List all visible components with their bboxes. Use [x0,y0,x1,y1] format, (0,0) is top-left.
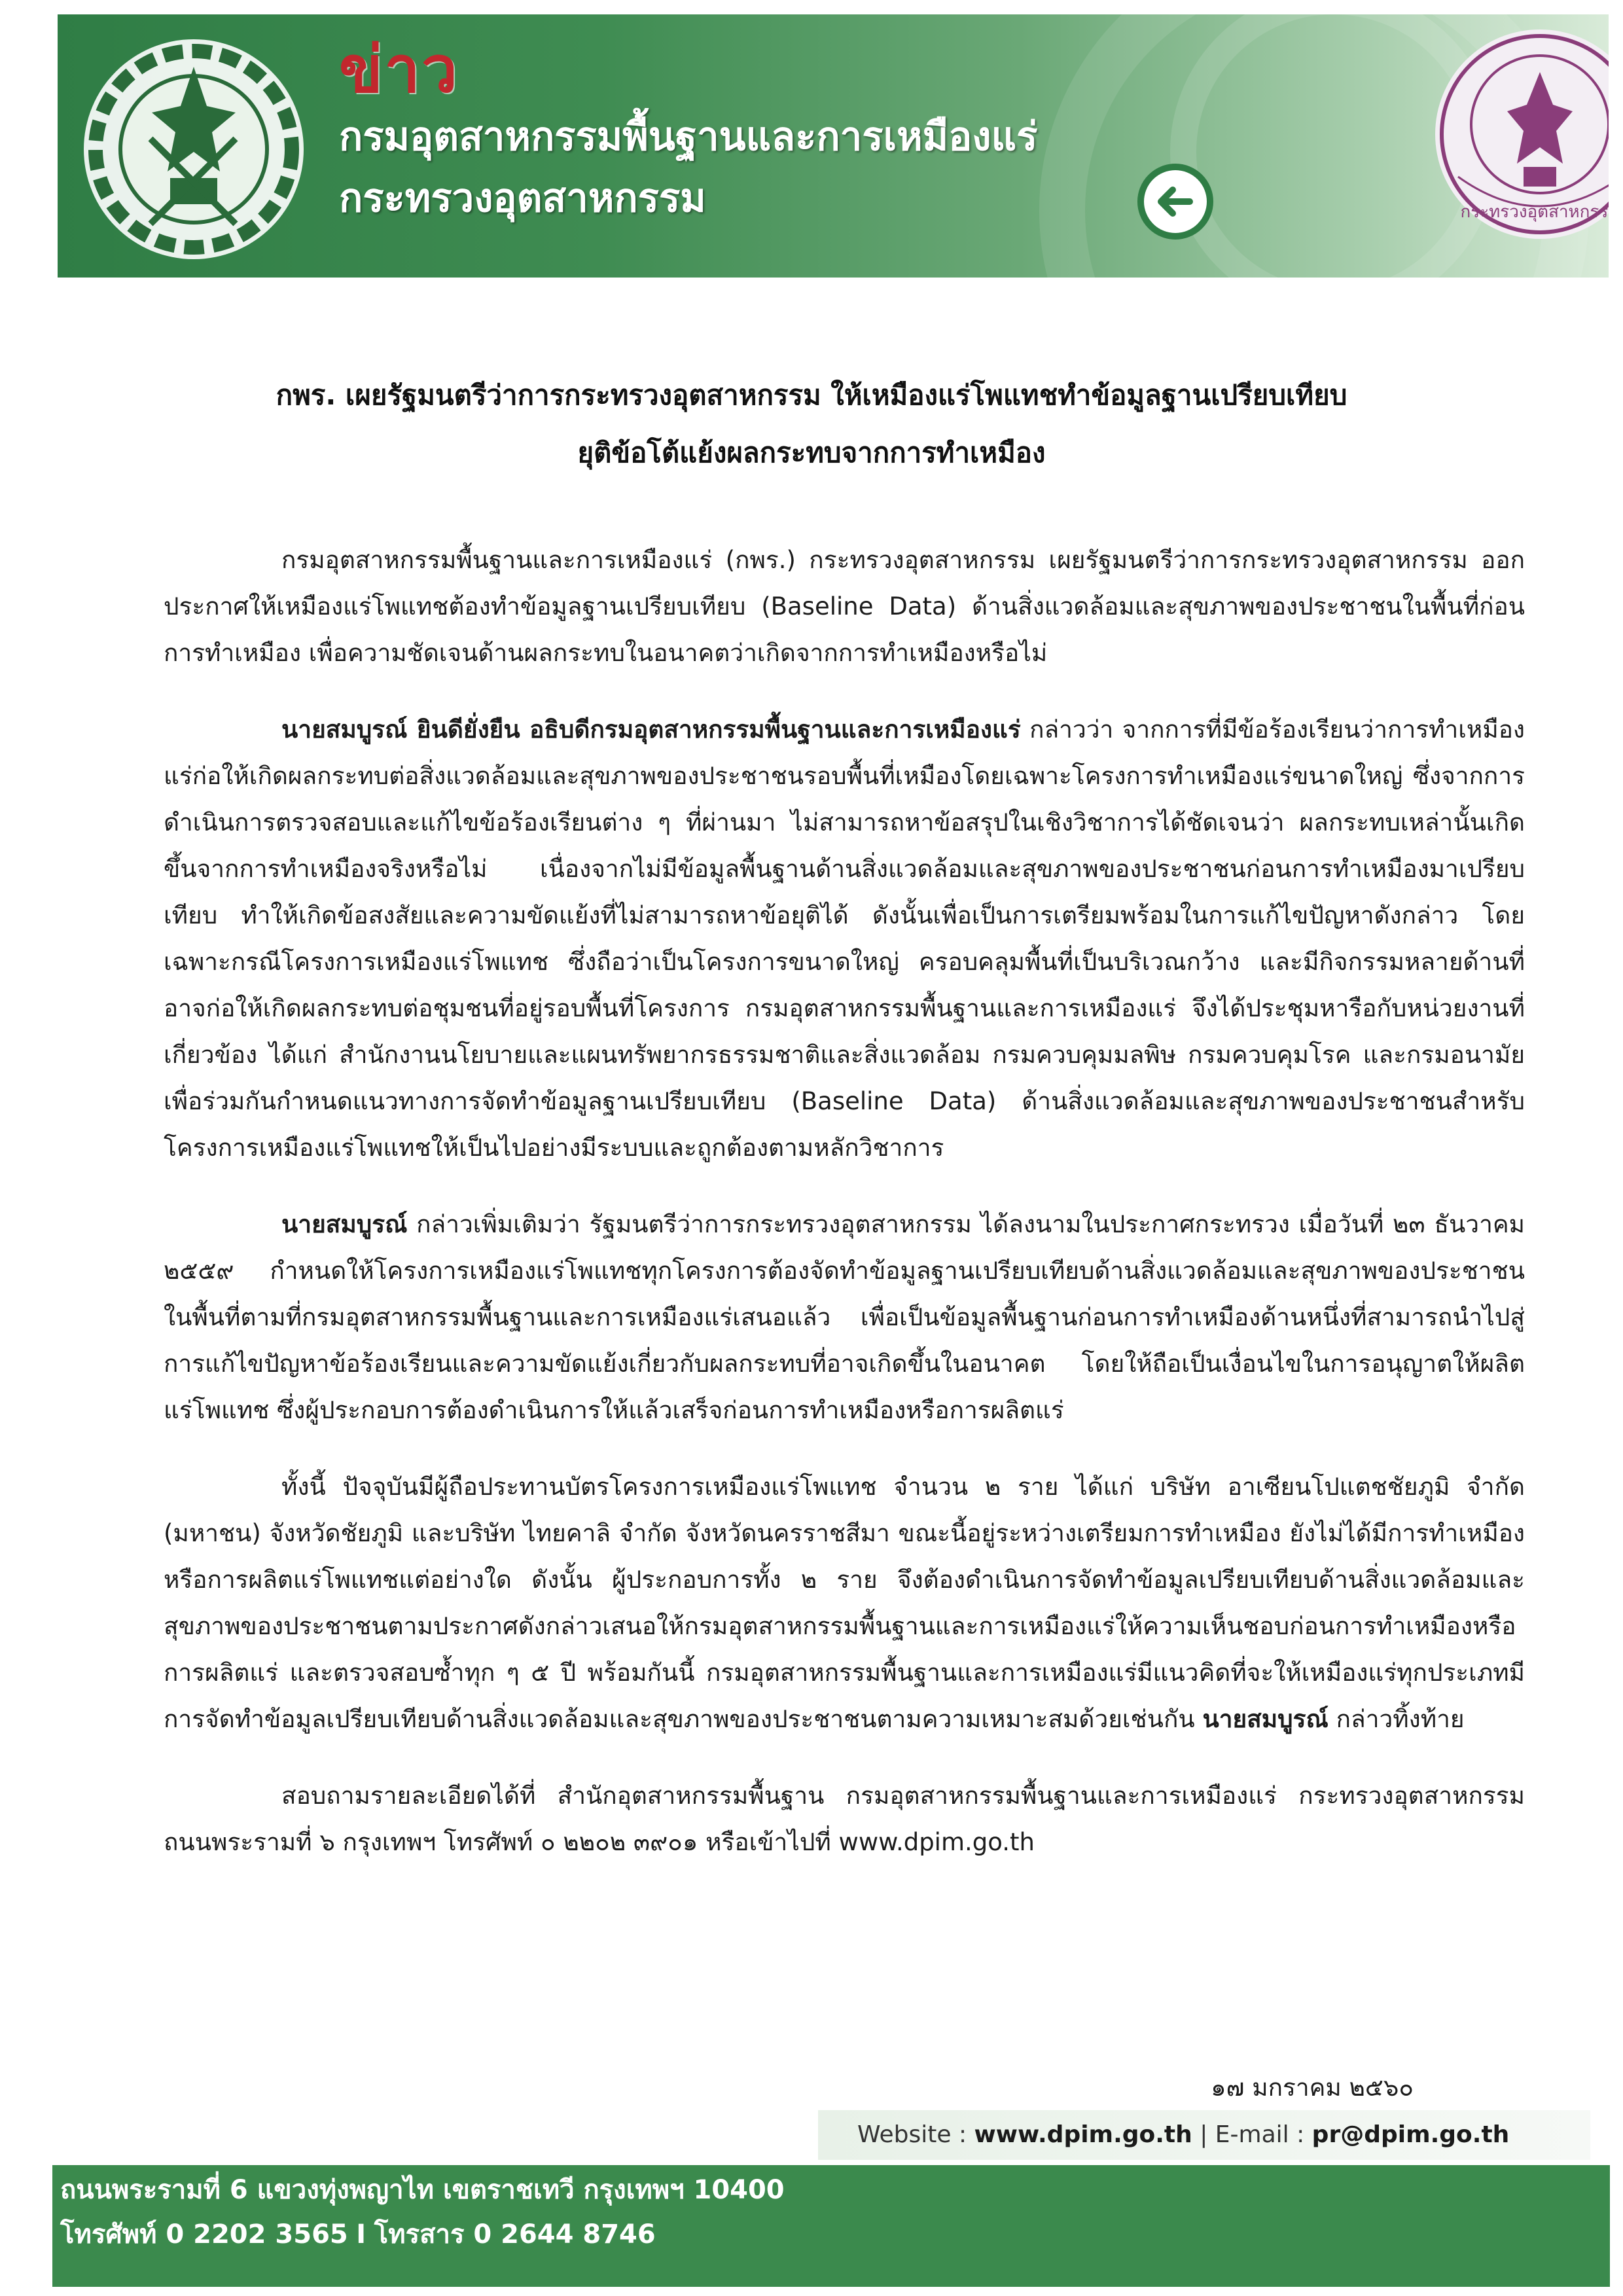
ministry-seal-text: กระทรวงอุตสาหกรรม [1460,202,1620,222]
headline-line-2: ยุติข้อโต้แย้งผลกระทบจากการทำเหมือง [577,437,1046,469]
email-link[interactable]: pr@dpim.go.th [1311,2121,1510,2148]
news-label: ข่าว [339,33,459,107]
speaker-name-closing: นายสมบูรณ์ [1202,1705,1329,1733]
back-arrow-icon[interactable] [1137,164,1213,240]
footer-contact-strip [818,2110,1590,2160]
department-name: กรมอุตสาหกรรมพื้นฐานและการเหมืองแร่ [339,114,1038,160]
paragraph-contact: สอบถามรายละเอียดได้ที่ สำนักอุตสาหกรรมพื้นฐาน กรมอุตสาหกรรมพื้นฐานและการเหมืองแร่ กระทรวงอุตสาหกรรม ถนนพระรามที่ ๖ กรุงเทพฯ โทรศัพท์ ๐ ๒๒๐๒ ๓๙๐๑ หรือเข้าไปที่ www.dpim.go.th [164,1782,1525,1856]
email-label: | E-mail : [1192,2121,1312,2148]
footer-fax: โทรสาร 0 2644 8746 [374,2219,656,2250]
paragraph-licensees-end: กล่าวทิ้งท้าย [1328,1705,1465,1733]
paragraph-announcement [164,1201,1525,1433]
speaker-name-title: นายสมบูรณ์ ยินดียั่งยืน อธิบดีกรมอุตสาหกรรมพื้นฐานและการเหมืองแร่ [281,715,1021,744]
paragraph-announcement-text: กล่าวเพิ่มเติมว่า รัฐมนตรีว่าการกระทรวงอุตสาหกรรม ได้ลงนามในประกาศกระทรวง เมื่อวันที่ ๒๓ ธันวาคม ๒๕๕๙ กำหนดให้โครงการเหมืองแร่โพแทชทุกโครงการต้องจัดทำข้อมูลฐานเปรียบเทียบด้านสิ่งแวดล้อมและสุขภาพของประชาชนในพื้นที่ตามที่กรมอุตสาหกรรมพื้นฐานและการเหมืองแร่เสนอแล้ว เพื่อเป็นข้อมูลพื้นฐานก่อนการทำเหมืองด้านหนึ่งที่สามารถนำไปสู่การแก้ไขปัญหาข้อร้องเรียนและความขัดแย้งเกี่ยวกับผลกระทบที่อาจเกิดขึ้นในอนาคต โดยให้ถือเป็นเงื่อนไขในการอนุญาตให้ผลิตแร่โพแทช ซึ่งผู้ประกอบการต้องดำเนินการให้แล้วเสร็จก่อนการทำเหมืองหรือการผลิตแร่ [164,1210,1525,1424]
footer-phone-line [60,2212,785,2257]
release-date: ๑๗ มกราคม ๒๕๖๐ [1211,2073,1414,2102]
footer-separator: I [356,2219,366,2250]
paragraph-intro: กรมอุตสาหกรรมพื้นฐานและการเหมืองแร่ (กพร.) กระทรวงอุตสาหกรรม เผยรัฐมนตรีว่าการกระทรวงอุตสาหกรรม ออกประกาศให้เหมืองแร่โพแทชต้องทำข้อมูลฐานเปรียบเทียบ (Baseline Data) ด้านสิ่งแวดล้อมและสุขภาพของประชาชนในพื้นที่ก่อนการทำเหมือง เพื่อความชัดเจนด้านผลกระทบในอนาคตว่าเกิดจากการทำเหมืองหรือไม่ [164,546,1525,667]
website-link[interactable]: www.dpim.go.th [974,2121,1192,2148]
paragraph-licensees-text: ทั้งนี้ ปัจจุบันมีผู้ถือประทานบัตรโครงการเหมืองแร่โพแทช จำนวน ๒ ราย ได้แก่ บริษัท อาเซียนโปแตชชัยภูมิ จำกัด (มหาชน) จังหวัดชัยภูมิ และบริษัท ไทยคาลิ จำกัด จังหวัดนครราชสีมา ขณะนี้อยู่ระหว่างเตรียมการทำเหมือง ยังไม่ได้มีการทำเหมืองหรือการผลิตแร่โพแทชแต่อย่างใด ดังนั้น ผู้ประกอบการทั้ง ๒ ราย จึงต้องดำเนินการจัดทำข้อมูลเปรียบเทียบด้านสิ่งแวดล้อมและสุขภาพของประชาชนตามประกาศดังกล่าวเสนอให้กรมอุตสาหกรรมพื้นฐานและการเหมืองแร่ให้ความเห็นชอบก่อนการทำเหมืองหรือการผลิตแร่ และตรวจสอบซ้ำทุก ๆ ๕ ปี พร้อมกันนี้ กรมอุตสาหกรรมพื้นฐานและการเหมืองแร่มีแนวคิดที่จะให้เหมืองแร่ทุกประเภทมีการจัดทำข้อมูลเปรียบเทียบด้านสิ่งแวดล้อมและสุขภาพของประชาชนตามความเหมาะสมด้วยเช่นกัน [164,1473,1525,1733]
footer-phone: โทรศัพท์ 0 2202 3565 [60,2219,348,2250]
headline [105,367,1518,482]
footer-address-block [60,2168,785,2257]
banner-title-block [339,34,1037,229]
paragraph-statement [164,706,1525,1171]
ministry-name: กระทรวงอุตสาหกรรม [339,175,706,221]
website-label: Website : [857,2121,974,2148]
ministry-seal-icon [1432,26,1620,242]
speaker-name: นายสมบูรณ์ [281,1210,408,1238]
paragraph-statement-text: กล่าวว่า จากการที่มีข้อร้องเรียนว่าการทำเหมืองแร่ก่อให้เกิดผลกระทบต่อสิ่งแวดล้อมและสุขภาพของประชาชนรอบพื้นที่เหมืองโดยเฉพาะโครงการทำเหมืองแร่ขนาดใหญ่ ซึ่งจากการดำเนินการตรวจสอบและแก้ไขข้อร้องเรียนต่าง ๆ ที่ผ่านมา ไม่สามารถหาข้อสรุปในเชิงวิชาการได้ชัดเจนว่า ผลกระทบเหล่านั้นเกิดขึ้นจากการทำเหมืองจริงหรือไม่ เนื่องจากไม่มีข้อมูลพื้นฐานด้านสิ่งแวดล้อมและสุขภาพของประชาชนก่อนการทำเหมืองมาเปรียบเทียบ ทำให้เกิดข้อสงสัยและความขัดแย้งที่ไม่สามารถหาข้อยุติได้ ดังนั้นเพื่อเป็นการเตรียมพร้อมในการแก้ไขปัญหาดังกล่าว โดยเฉพาะกรณีโครงการเหมืองแร่โพแทช ซึ่งถือว่าเป็นโครงการขนาดใหญ่ ครอบคลุมพื้นที่เป็นบริเวณกว้าง และมีกิจกรรมหลายด้านที่อาจก่อให้เกิดผลกระทบต่อชุมชนที่อยู่รอบพื้นที่โครงการ กรมอุตสาหกรรมพื้นฐานและการเหมืองแร่ จึงได้ประชุมหารือกับหน่วยงานที่เกี่ยวข้อง ได้แก่ สำนักงานนโยบายและแผนทรัพยากรธรรมชาติและสิ่งแวดล้อม กรมควบคุมมลพิษ กรมควบคุมโรค และกรมอนามัย เพื่อร่วมกันกำหนดแนวทางการจัดทำข้อมูลฐานเปรียบเทียบ (Baseline Data) ด้านสิ่งแวดล้อมและสุขภาพของประชาชนสำหรับโครงการเหมืองแร่โพแทชให้เป็นไปอย่างมีระบบและถูกต้องตามหลักวิชาการ [164,715,1525,1162]
header-banner [58,14,1620,278]
department-logo-icon [72,27,315,264]
footer-address: ถนนพระรามที่ 6 แขวงทุ่งพญาไท เขตราชเทวี กรุงเทพฯ 10400 [60,2175,785,2205]
headline-line-1: กพร. เผยรัฐมนตรีว่าการกระทรวงอุตสาหกรรม ให้เหมืองแร่โพแทชทำข้อมูลฐานเปรียบเทียบ [276,379,1347,411]
paragraph-licensees [164,1463,1525,1742]
article-body [164,537,1525,1895]
